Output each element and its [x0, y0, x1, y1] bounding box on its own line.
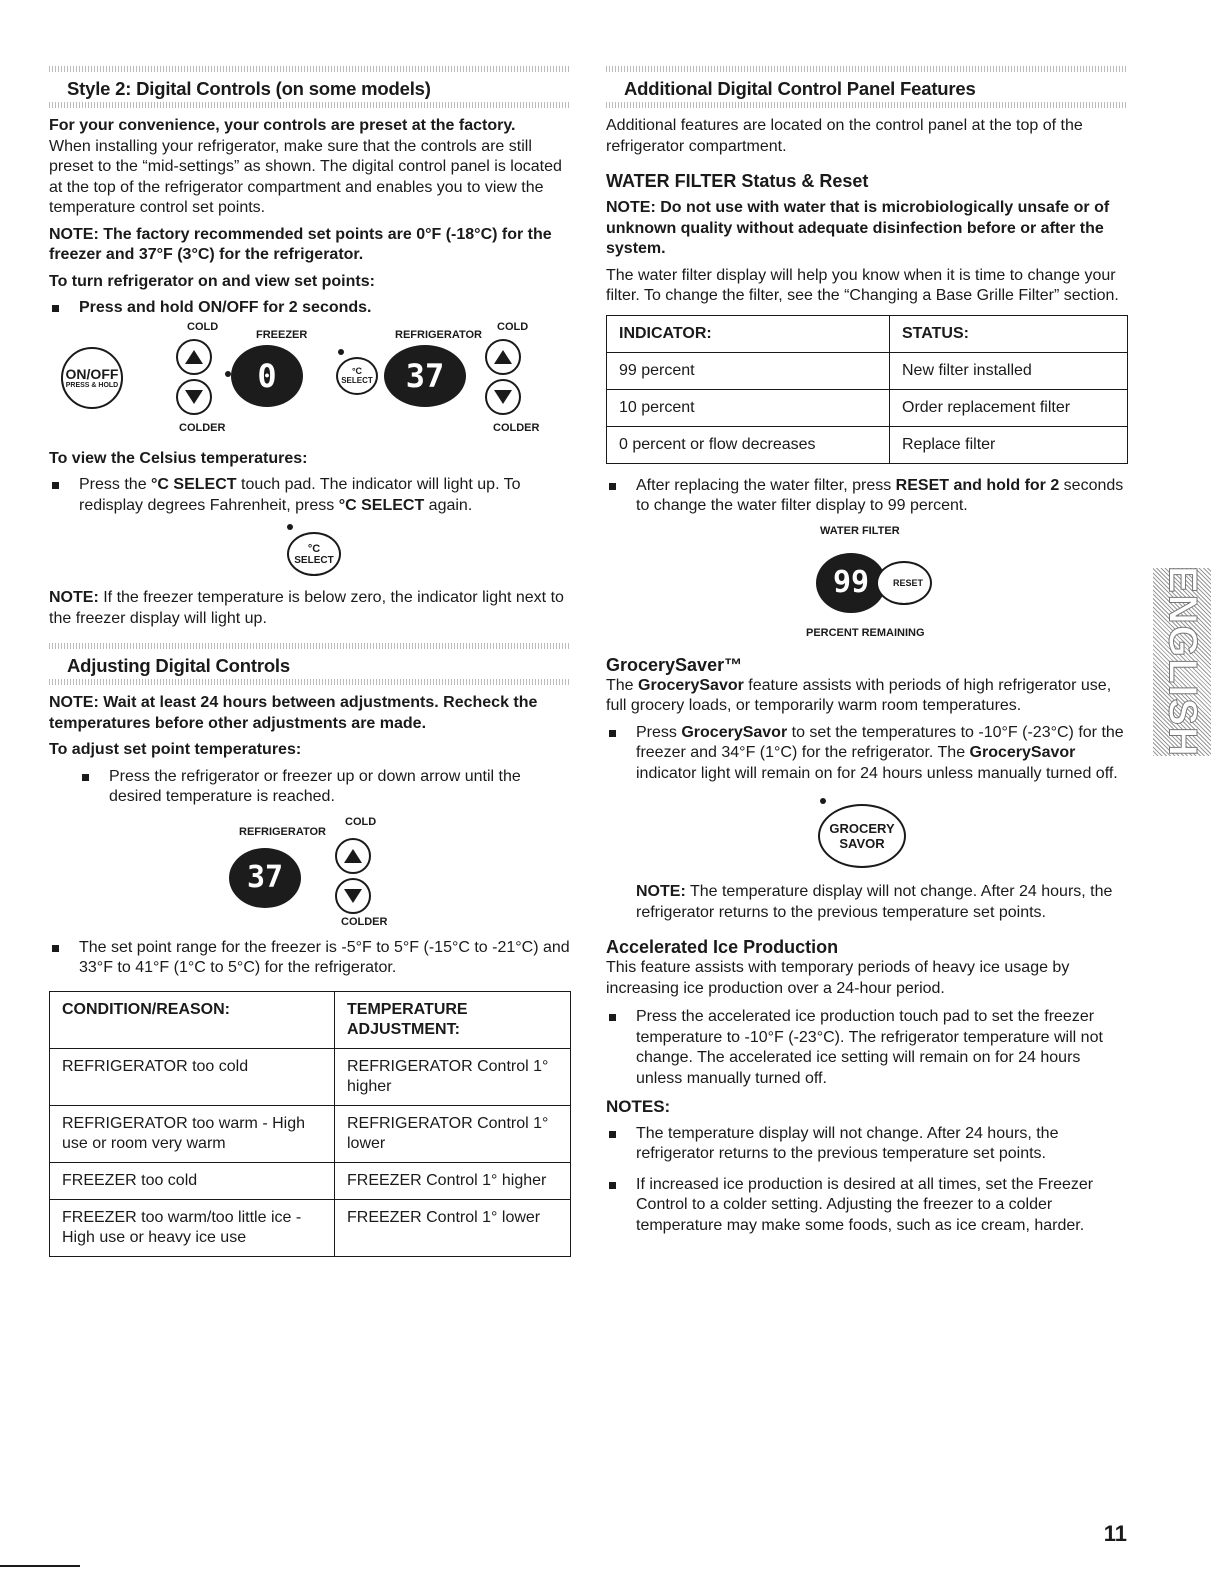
table-cell: New filter installed	[890, 352, 1128, 389]
adjust-heading: To adjust set point temperatures:	[49, 741, 302, 758]
turn-on-bullet: Press and hold ON/OFF for 2 seconds.	[49, 298, 571, 319]
refrigerator-down-button[interactable]	[485, 379, 521, 415]
right-column	[606, 66, 1128, 1236]
refrigerator-label: REFRIGERATOR	[395, 328, 482, 341]
style2-section-header	[49, 66, 571, 108]
footer-rule	[0, 1565, 80, 1567]
cselect-indicator-dot	[338, 349, 344, 355]
percent-remaining-label: PERCENT REMAINING	[806, 626, 925, 639]
adjustment-table	[49, 991, 571, 1257]
table-header: TEMPERATURE ADJUSTMENT:	[335, 991, 571, 1048]
water-text: The water filter display will help you know when it is time to change your filter. To change the filter, see the “Changing a Base Grille Filter” section.	[606, 266, 1119, 304]
grocery-indicator-dot	[820, 798, 826, 804]
table-cell: FREEZER too cold	[50, 1162, 335, 1199]
adjusting-section-header	[49, 643, 571, 685]
cold-label-left: COLD	[187, 320, 219, 333]
refrigerator-label: REFRIGERATOR	[239, 825, 326, 838]
table-cell: REFRIGERATOR Control 1° higher	[335, 1048, 571, 1105]
range-bullet: The set point range for the freezer is -5°F to 5°F (-15°C to -21°C) and 33°F to 41°F (1°C to 5°C) for the refrigerator.	[49, 938, 571, 979]
intro-text: When installing your refrigerator, make sure that the controls are still preset to the “mid-settings” as shown. The digital control panel is located at the top of the refrigerator compartment and enables you to view the temperature control set points.	[49, 137, 562, 216]
colder-label-right: COLDER	[493, 421, 540, 434]
notes-bullet: If increased ice production is desired at all times, set the Freezer Control to a colder setting. Adjusting the freezer to a colder temperature may make some foods, such as ice cream, harder.	[606, 1175, 1128, 1237]
table-cell: Order replacement filter	[890, 389, 1128, 426]
refrigerator-up-button[interactable]	[485, 339, 521, 375]
table-cell: REFRIGERATOR Control 1° lower	[335, 1105, 571, 1162]
table-header: INDICATOR:	[607, 315, 890, 352]
table-cell: 10 percent	[607, 389, 890, 426]
table-cell: FREEZER Control 1° lower	[335, 1199, 571, 1256]
cold-label: COLD	[345, 815, 377, 828]
table-cell: Replace filter	[890, 426, 1128, 463]
reset-bullet: After replacing the water filter, press RESET and hold for 2 seconds to change the water filter display to 99 percent.	[606, 476, 1128, 517]
table-row	[50, 1105, 571, 1162]
up-arrow-icon	[344, 849, 362, 863]
additional-text: Additional features are located on the control panel at the top of the refrigerator compartment.	[606, 117, 1083, 155]
cselect-diagram	[49, 516, 571, 578]
adjust-bullet: Press the refrigerator or freezer up or down arrow until the desired temperature is reached.	[79, 767, 571, 808]
language-tab-label: ENGLISH	[1160, 566, 1205, 758]
press-hold-label: PRESS & HOLD	[65, 382, 119, 389]
table-cell: 99 percent	[607, 352, 890, 389]
cselect-indicator-dot	[287, 524, 293, 530]
table-cell: REFRIGERATOR too warm - High use or room very warm	[50, 1105, 335, 1162]
cselect-button[interactable]: °C SELECT	[336, 357, 378, 395]
grocery-savor-button[interactable]: GROCERY SAVOR	[818, 804, 906, 868]
left-column	[49, 66, 571, 1257]
table-cell: 0 percent or flow decreases	[607, 426, 890, 463]
table-row	[607, 389, 1128, 426]
reset-button[interactable]: RESET	[876, 561, 932, 605]
freezer-up-button[interactable]	[176, 339, 212, 375]
grocery-savor-diagram	[606, 784, 1128, 870]
refrigerator-down-button[interactable]	[335, 878, 371, 914]
filter-status-table	[606, 315, 1128, 464]
ice-heading: Accelerated Ice Production	[606, 937, 839, 957]
refrigerator-up-button[interactable]	[335, 838, 371, 874]
style2-heading: Style 2: Digital Controls (on some models)	[67, 78, 431, 99]
note-factory: NOTE: The factory recommended set points are 0°F (-18°C) for the freezer and 37°F (3°C) for the refrigerator.	[49, 225, 552, 263]
down-arrow-icon	[185, 390, 203, 404]
grocery-heading: GrocerySaver™	[606, 654, 743, 675]
table-cell: REFRIGERATOR too cold	[50, 1048, 335, 1105]
table-row	[50, 1048, 571, 1105]
adjusting-heading: Adjusting Digital Controls	[67, 655, 290, 676]
cselect-button-large[interactable]: °C SELECT	[287, 532, 341, 576]
notes-bullet: The temperature display will not change. After 24 hours, the refrigerator returns to the previous temperature set points.	[606, 1124, 1128, 1165]
ice-text: This feature assists with temporary periods of heavy ice usage by increasing ice production over a 24-hour period.	[606, 959, 1070, 997]
celsius-bullet: Press the °C SELECT touch pad. The indicator will light up. To redisplay degrees Fahrenheit, press °C SELECT again.	[49, 475, 571, 516]
notes-heading: NOTES:	[606, 1097, 671, 1116]
note-wait: NOTE: Wait at least 24 hours between adjustments. Recheck the temperatures before other adjustments are made.	[49, 694, 538, 732]
control-panel-diagram	[49, 319, 571, 439]
freezer-label: FREEZER	[256, 328, 308, 341]
refrigerator-adjust-diagram	[49, 808, 571, 926]
onoff-label: ON/OFF	[65, 366, 119, 382]
water-note: NOTE: Do not use with water that is microbiologically unsafe or of unknown quality without adequate disinfection before or after the system.	[606, 199, 1110, 257]
table-row	[607, 426, 1128, 463]
down-arrow-icon	[344, 889, 362, 903]
cold-label-right: COLD	[497, 320, 529, 333]
grocery-bullet: Press GrocerySavor to set the temperatures to -10°F (-23°C) for the freezer and 34°F (1°C) for the refrigerator. The GrocerySavor indicator light will remain on for 24 hours unless manually turned off.	[606, 723, 1128, 785]
colder-label-left: COLDER	[179, 421, 226, 434]
up-arrow-icon	[185, 350, 203, 364]
table-header: STATUS:	[890, 315, 1128, 352]
freezer-display: 0	[231, 345, 303, 407]
additional-section-header	[606, 66, 1128, 108]
table-header: CONDITION/REASON:	[50, 991, 335, 1048]
table-cell: FREEZER Control 1° higher	[335, 1162, 571, 1199]
table-header-row	[50, 991, 571, 1048]
table-row	[50, 1199, 571, 1256]
freezer-down-button[interactable]	[176, 379, 212, 415]
page-number: 11	[1103, 1521, 1127, 1546]
table-header-row	[607, 315, 1128, 352]
refrigerator-display: 37	[384, 345, 466, 407]
table-row	[607, 352, 1128, 389]
ice-bullet: Press the accelerated ice production touch pad to set the freezer temperature to -10°F (-23°C). The refrigerator temperature will not change. The accelerated ice setting will remain on for 24 hours unless manually turned off.	[606, 1007, 1128, 1089]
turn-on-heading: To turn refrigerator on and view set points:	[49, 272, 375, 290]
water-filter-diagram	[606, 517, 1128, 645]
water-filter-display: 99	[816, 553, 886, 613]
water-filter-label: WATER FILTER	[820, 524, 900, 537]
grocery-note: NOTE: The temperature display will not change. After 24 hours, the refrigerator returns to the previous temperature set points.	[636, 883, 1113, 921]
additional-heading: Additional Digital Control Panel Features	[624, 78, 976, 99]
up-arrow-icon	[494, 350, 512, 364]
note-below-zero: NOTE: If the freezer temperature is below zero, the indicator light next to the freezer display will light up.	[49, 589, 564, 627]
refrigerator-display: 37	[229, 848, 301, 908]
colder-label: COLDER	[341, 915, 388, 928]
down-arrow-icon	[494, 390, 512, 404]
celsius-heading: To view the Celsius temperatures:	[49, 449, 308, 467]
table-row	[50, 1162, 571, 1199]
water-heading: WATER FILTER Status & Reset	[606, 171, 869, 191]
language-tab	[1153, 568, 1211, 756]
table-cell: FREEZER too warm/too little ice - High use or heavy ice use	[50, 1199, 335, 1256]
onoff-button[interactable]	[61, 347, 123, 409]
grocery-text: The GrocerySavor feature assists with periods of high refrigerator use, full grocery loads, or temporarily warm room temperatures.	[606, 676, 1112, 714]
intro-bold: For your convenience, your controls are preset at the factory.	[49, 117, 516, 134]
